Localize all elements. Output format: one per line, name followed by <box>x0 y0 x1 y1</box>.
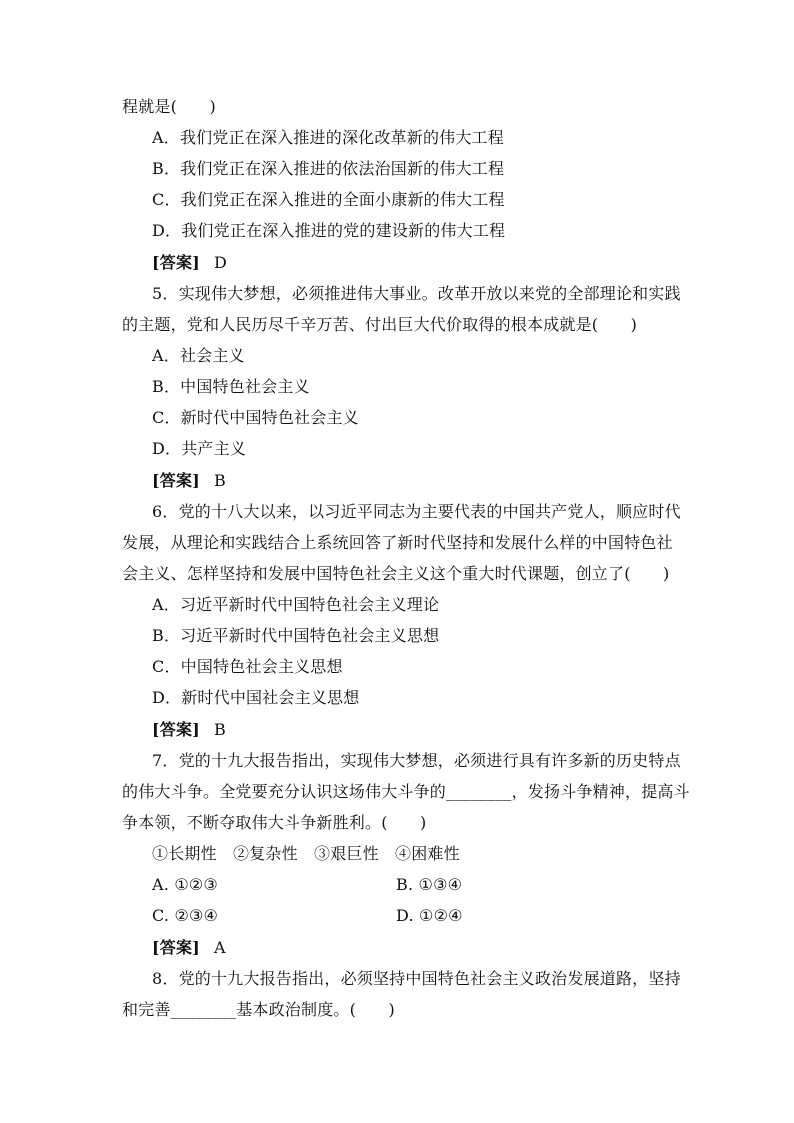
q6-stem-line-1: 6．党的十八大以来，以习近平同志为主要代表的中国共产党人，顺应时代 <box>152 502 681 521</box>
q6-stem-line-2: 发展，从理论和实践结合上系统回答了新时代坚持和发展什么样的中国特色社 <box>122 533 673 552</box>
answer-value: A <box>213 938 226 957</box>
q6-option-a: A．习近平新时代中国特色社会主义理论 <box>152 595 440 614</box>
q7-option-a: A. ①②③ <box>152 875 218 894</box>
q4-option-a: A．我们党正在深入推进的深化改革新的伟大工程 <box>152 128 504 147</box>
answer-value: B <box>213 720 226 739</box>
q5-stem-line-1: 5．实现伟大梦想，必须推进伟大事业。改革开放以来党的全部理论和实践 <box>152 284 681 303</box>
q6-answer <box>152 720 226 740</box>
q4-option-c: C．我们党正在深入推进的全面小康新的伟大工程 <box>152 190 505 209</box>
q7-stem-line-1: 7．党的十九大报告指出，实现伟大梦想，必须进行具有许多新的历史特点 <box>152 751 681 770</box>
q5-option-a: A．社会主义 <box>152 346 245 365</box>
q5-option-b: B．中国特色社会主义 <box>152 377 310 396</box>
q6-option-c: C．中国特色社会主义思想 <box>152 657 343 676</box>
answer-value: D <box>213 253 227 272</box>
q8-stem-line-2: 和完善________基本政治制度。( ) <box>122 1000 395 1019</box>
q7-option-c: C. ②③④ <box>152 906 219 925</box>
q7-items: ①长期性 ②复杂性 ③艰巨性 ④困难性 <box>152 844 460 863</box>
answer-value: B <box>213 471 226 490</box>
q6-option-d: D．新时代中国社会主义思想 <box>152 688 360 707</box>
q7-answer <box>152 938 226 958</box>
q5-option-c: C．新时代中国特色社会主义 <box>152 408 359 427</box>
q7-stem-line-2: 的伟大斗争。全党要充分认识这场伟大斗争的________，发扬斗争精神，提高斗 <box>122 782 690 801</box>
q4-option-b: B．我们党正在深入推进的依法治国新的伟大工程 <box>152 159 505 178</box>
q8-stem-line-1: 8．党的十九大报告指出，必须坚持中国特色社会主义政治发展道路，坚持 <box>152 969 681 988</box>
q5-answer <box>152 471 226 491</box>
q7-option-d: D. ①②④ <box>396 906 463 925</box>
answer-label: [答案] <box>152 938 200 957</box>
answer-label: [答案] <box>152 720 200 739</box>
q6-stem-line-3: 会主义、怎样坚持和发展中国特色社会主义这个重大时代课题，创立了( ) <box>122 564 670 583</box>
q4-stem-tail: 程就是( ) <box>122 97 216 116</box>
q5-option-d: D．共产主义 <box>152 439 247 458</box>
q7-stem-line-3: 争本领，不断夺取伟大斗争新胜利。( ) <box>122 813 427 832</box>
q4-option-d: D．我们党正在深入推进的党的建设新的伟大工程 <box>152 221 506 240</box>
q4-answer <box>152 253 227 273</box>
q6-option-b: B．习近平新时代中国特色社会主义思想 <box>152 626 440 645</box>
q5-stem-line-2: 的主题，党和人民历尽千辛万苦、付出巨大代价取得的根本成就是( ) <box>122 315 638 334</box>
q7-option-b: B. ①③④ <box>396 875 463 894</box>
answer-label: [答案] <box>152 471 200 490</box>
answer-label: [答案] <box>152 253 200 272</box>
